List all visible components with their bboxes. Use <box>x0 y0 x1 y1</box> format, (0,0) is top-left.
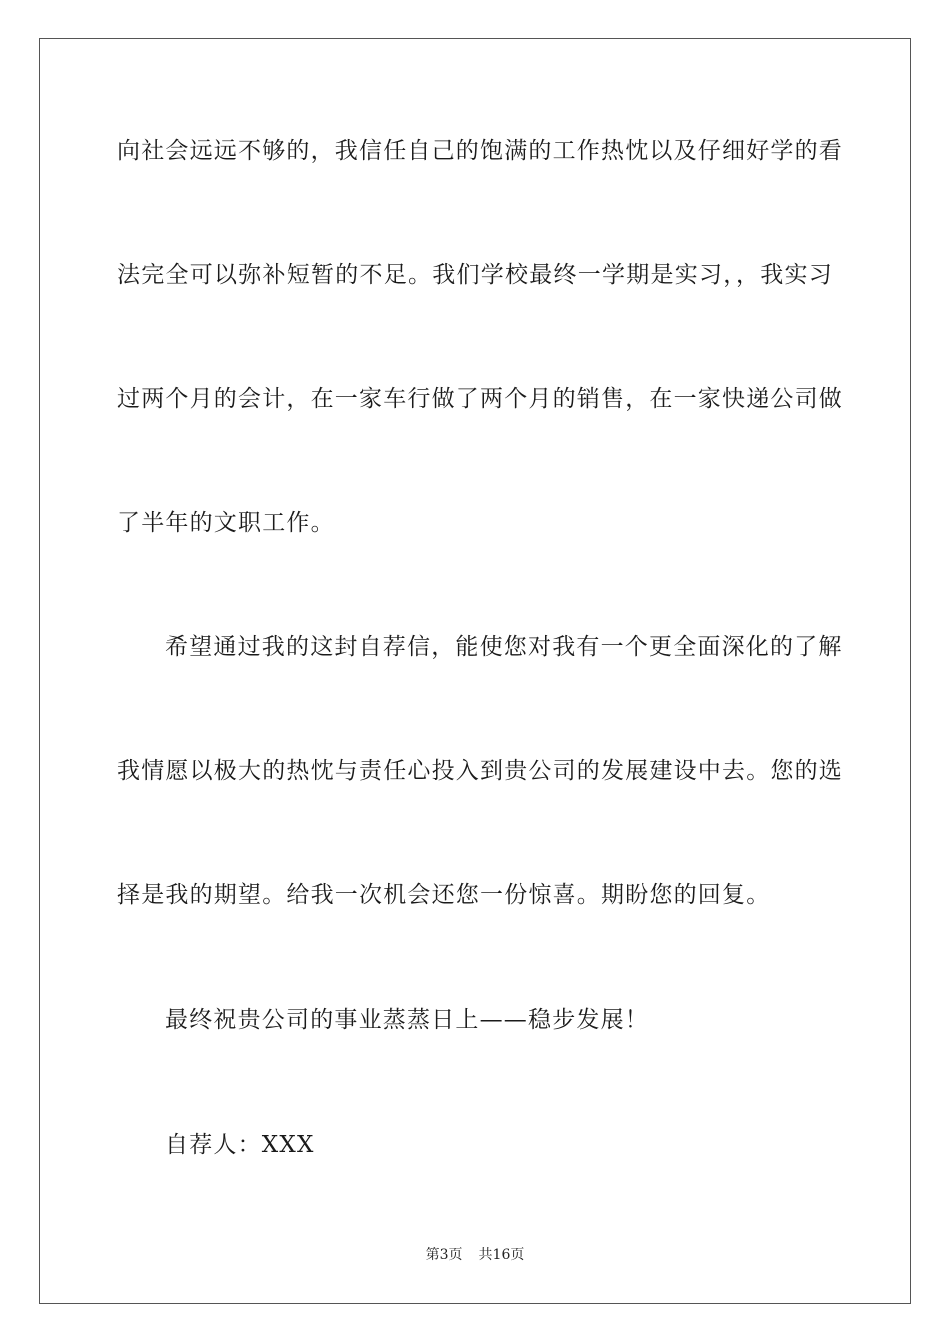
page-border <box>39 38 911 1304</box>
page-number: 第3页 <box>425 1247 463 1263</box>
closing-line: 最终祝贵公司的事业蒸蒸日上——稳步发展！ <box>165 1007 649 1033</box>
page-total: 共16页 <box>478 1247 525 1263</box>
body-line-6: 我情愿以极大的热忱与责任心投入到贵公司的发展建设中去。您的选 <box>117 758 843 784</box>
body-line-1: 向社会远远不够的，我信任自己的饱满的工作热忱以及仔细好学的看 <box>117 138 843 164</box>
page-footer <box>0 1246 950 1264</box>
body-line-7: 择是我的期望。给我一次机会还您一份惊喜。期盼您的回复。 <box>117 882 771 908</box>
body-line-4: 了半年的文职工作。 <box>117 510 335 536</box>
body-line-2: 法完全可以弥补短暂的不足。我们学校最终一学期是实习，，我实习 <box>117 262 833 288</box>
signature-line: 自荐人：XXX <box>165 1132 315 1158</box>
body-line-3: 过两个月的会计，在一家车行做了两个月的销售，在一家快递公司做 <box>117 386 843 412</box>
body-line-5: 希望通过我的这封自荐信，能使您对我有一个更全面深化的了解 <box>165 634 843 660</box>
